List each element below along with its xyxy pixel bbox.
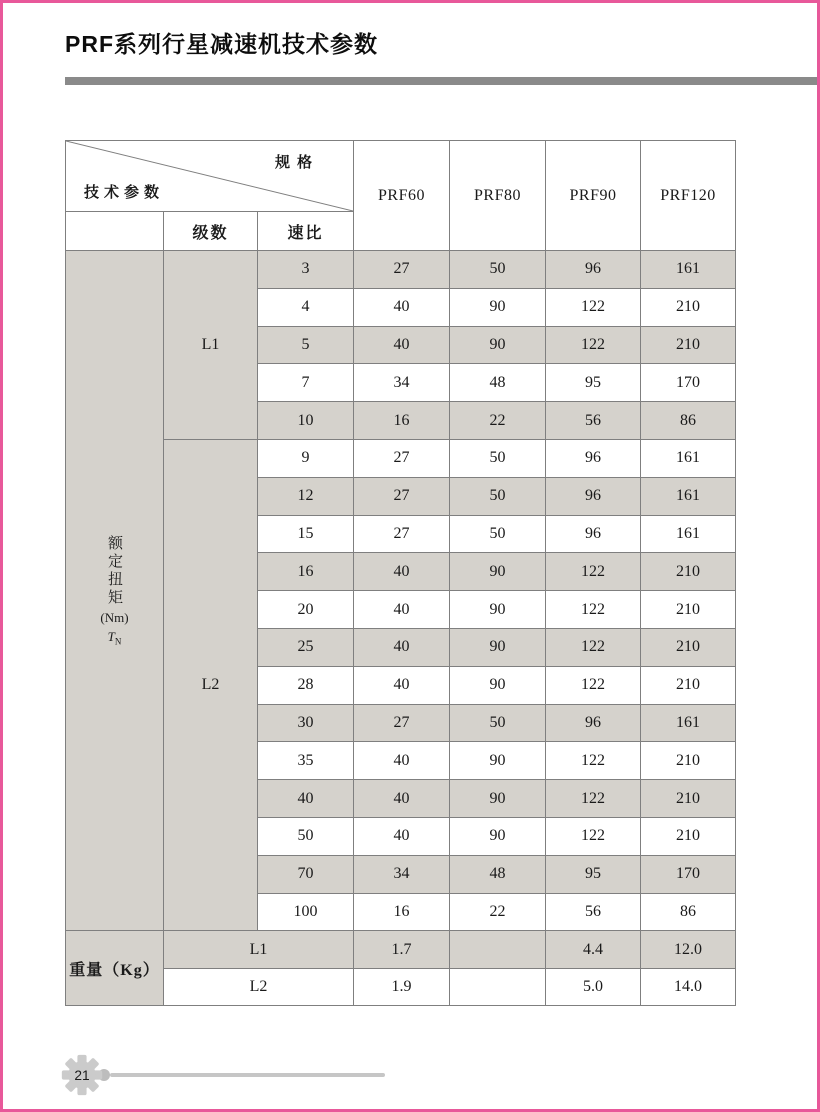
torque-value-cell: 48 <box>450 855 546 893</box>
weight-value-cell: 1.7 <box>354 931 450 969</box>
ratio-cell: 3 <box>258 251 354 289</box>
torque-value-cell: 161 <box>641 251 736 289</box>
ratio-cell: 7 <box>258 364 354 402</box>
spec-corner-label: 规格 <box>275 154 320 171</box>
torque-value-cell: 16 <box>354 893 450 931</box>
header-row-1 <box>66 141 736 212</box>
torque-value-cell: 90 <box>450 326 546 364</box>
torque-value-cell: 56 <box>546 893 641 931</box>
torque-value-cell: 122 <box>546 666 641 704</box>
weight-value-cell: 5.0 <box>546 968 641 1006</box>
column-header-prf90: PRF90 <box>546 141 641 251</box>
ratio-cell: 9 <box>258 439 354 477</box>
torque-value-cell: 27 <box>354 704 450 742</box>
torque-value-cell: 50 <box>450 477 546 515</box>
footer-rule-line <box>110 1073 385 1077</box>
torque-value-cell: 122 <box>546 326 641 364</box>
torque-value-cell: 161 <box>641 704 736 742</box>
torque-value-cell: 210 <box>641 553 736 591</box>
torque-value-cell: 210 <box>641 817 736 855</box>
torque-value-cell: 122 <box>546 780 641 818</box>
torque-value-cell: 40 <box>354 666 450 704</box>
torque-value-cell: 96 <box>546 704 641 742</box>
torque-value-cell: 95 <box>546 364 641 402</box>
torque-value-cell: 40 <box>354 326 450 364</box>
torque-value-cell: 210 <box>641 288 736 326</box>
stage-header: 级数 <box>164 212 258 251</box>
weight-label-cell: 重量（Kg） <box>66 931 164 1006</box>
torque-value-cell: 48 <box>450 364 546 402</box>
ratio-cell: 4 <box>258 288 354 326</box>
torque-unit: (Nm) <box>100 609 129 625</box>
ratio-cell: 5 <box>258 326 354 364</box>
torque-value-cell: 95 <box>546 855 641 893</box>
gear-icon <box>60 1053 104 1097</box>
rated-torque-label-cell <box>66 251 164 931</box>
ratio-cell: 20 <box>258 591 354 629</box>
torque-value-cell: 90 <box>450 817 546 855</box>
torque-value-cell: 40 <box>354 817 450 855</box>
page-number: 21 <box>74 1068 90 1084</box>
torque-value-cell: 27 <box>354 477 450 515</box>
tech-param-corner-label: 技术参数 <box>84 184 165 201</box>
weight-value-cell: 1.9 <box>354 968 450 1006</box>
ratio-cell: 25 <box>258 628 354 666</box>
page-title: PRF系列行星减速机技术参数 <box>65 31 378 57</box>
torque-value-cell: 40 <box>354 591 450 629</box>
weight-stage-cell-l2: L2 <box>164 968 354 1006</box>
torque-value-cell: 90 <box>450 288 546 326</box>
ratio-cell: 16 <box>258 553 354 591</box>
spec-table <box>65 140 736 1006</box>
ratio-header: 速比 <box>258 212 354 251</box>
torque-value-cell: 210 <box>641 780 736 818</box>
torque-value-cell: 96 <box>546 439 641 477</box>
column-header-prf60: PRF60 <box>354 141 450 251</box>
torque-value-cell: 50 <box>450 515 546 553</box>
torque-value-cell: 90 <box>450 742 546 780</box>
torque-value-cell: 40 <box>354 553 450 591</box>
stage-cell-l2: L2 <box>164 439 258 930</box>
ratio-cell: 40 <box>258 780 354 818</box>
torque-value-cell: 40 <box>354 742 450 780</box>
torque-value-cell: 40 <box>354 628 450 666</box>
torque-value-cell: 56 <box>546 402 641 440</box>
torque-value-cell: 122 <box>546 591 641 629</box>
torque-value-cell: 90 <box>450 591 546 629</box>
torque-value-cell: 86 <box>641 402 736 440</box>
torque-row <box>66 439 736 477</box>
torque-value-cell: 90 <box>450 666 546 704</box>
torque-row <box>66 251 736 289</box>
torque-value-cell: 122 <box>546 553 641 591</box>
torque-value-cell: 96 <box>546 515 641 553</box>
column-header-prf120: PRF120 <box>641 141 736 251</box>
torque-value-cell: 161 <box>641 477 736 515</box>
weight-value-cell: 14.0 <box>641 968 736 1006</box>
torque-value-cell: 96 <box>546 251 641 289</box>
torque-value-cell: 210 <box>641 666 736 704</box>
torque-value-cell: 170 <box>641 364 736 402</box>
ratio-cell: 50 <box>258 817 354 855</box>
torque-value-cell: 122 <box>546 817 641 855</box>
weight-value-cell: 4.4 <box>546 931 641 969</box>
torque-value-cell: 122 <box>546 288 641 326</box>
weight-value-cell <box>450 968 546 1006</box>
torque-value-cell: 161 <box>641 439 736 477</box>
torque-value-cell: 50 <box>450 251 546 289</box>
weight-stage-cell-l1: L1 <box>164 931 354 969</box>
torque-value-cell: 96 <box>546 477 641 515</box>
weight-value-cell: 12.0 <box>641 931 736 969</box>
empty-header-cell <box>66 212 164 251</box>
torque-value-cell: 16 <box>354 402 450 440</box>
torque-value-cell: 210 <box>641 628 736 666</box>
torque-value-cell: 40 <box>354 288 450 326</box>
torque-value-cell: 27 <box>354 251 450 289</box>
title-underline-bar <box>65 77 817 85</box>
torque-value-cell: 27 <box>354 439 450 477</box>
torque-value-cell: 50 <box>450 704 546 742</box>
weight-row <box>66 968 736 1006</box>
column-header-prf80: PRF80 <box>450 141 546 251</box>
torque-value-cell: 122 <box>546 628 641 666</box>
torque-value-cell: 40 <box>354 780 450 818</box>
ratio-cell: 12 <box>258 477 354 515</box>
torque-value-cell: 210 <box>641 591 736 629</box>
weight-value-cell <box>450 931 546 969</box>
ratio-cell: 10 <box>258 402 354 440</box>
ratio-cell: 30 <box>258 704 354 742</box>
torque-value-cell: 170 <box>641 855 736 893</box>
torque-value-cell: 122 <box>546 742 641 780</box>
torque-value-cell: 161 <box>641 515 736 553</box>
torque-value-cell: 210 <box>641 326 736 364</box>
ratio-cell: 70 <box>258 855 354 893</box>
torque-value-cell: 210 <box>641 742 736 780</box>
torque-value-cell: 90 <box>450 780 546 818</box>
ratio-cell: 35 <box>258 742 354 780</box>
torque-value-cell: 34 <box>354 364 450 402</box>
diagonal-header-cell <box>66 141 354 212</box>
ratio-cell: 15 <box>258 515 354 553</box>
stage-cell-l1: L1 <box>164 251 258 440</box>
torque-label-vertical: 额定扭矩 <box>106 534 122 607</box>
torque-value-cell: 27 <box>354 515 450 553</box>
torque-value-cell: 90 <box>450 628 546 666</box>
torque-value-cell: 22 <box>450 402 546 440</box>
torque-value-cell: 34 <box>354 855 450 893</box>
torque-value-cell: 22 <box>450 893 546 931</box>
weight-row <box>66 931 736 969</box>
ratio-cell: 28 <box>258 666 354 704</box>
torque-value-cell: 50 <box>450 439 546 477</box>
torque-symbol: $T_N$ <box>107 628 122 647</box>
torque-value-cell: 90 <box>450 553 546 591</box>
ratio-cell: 100 <box>258 893 354 931</box>
torque-value-cell: 86 <box>641 893 736 931</box>
